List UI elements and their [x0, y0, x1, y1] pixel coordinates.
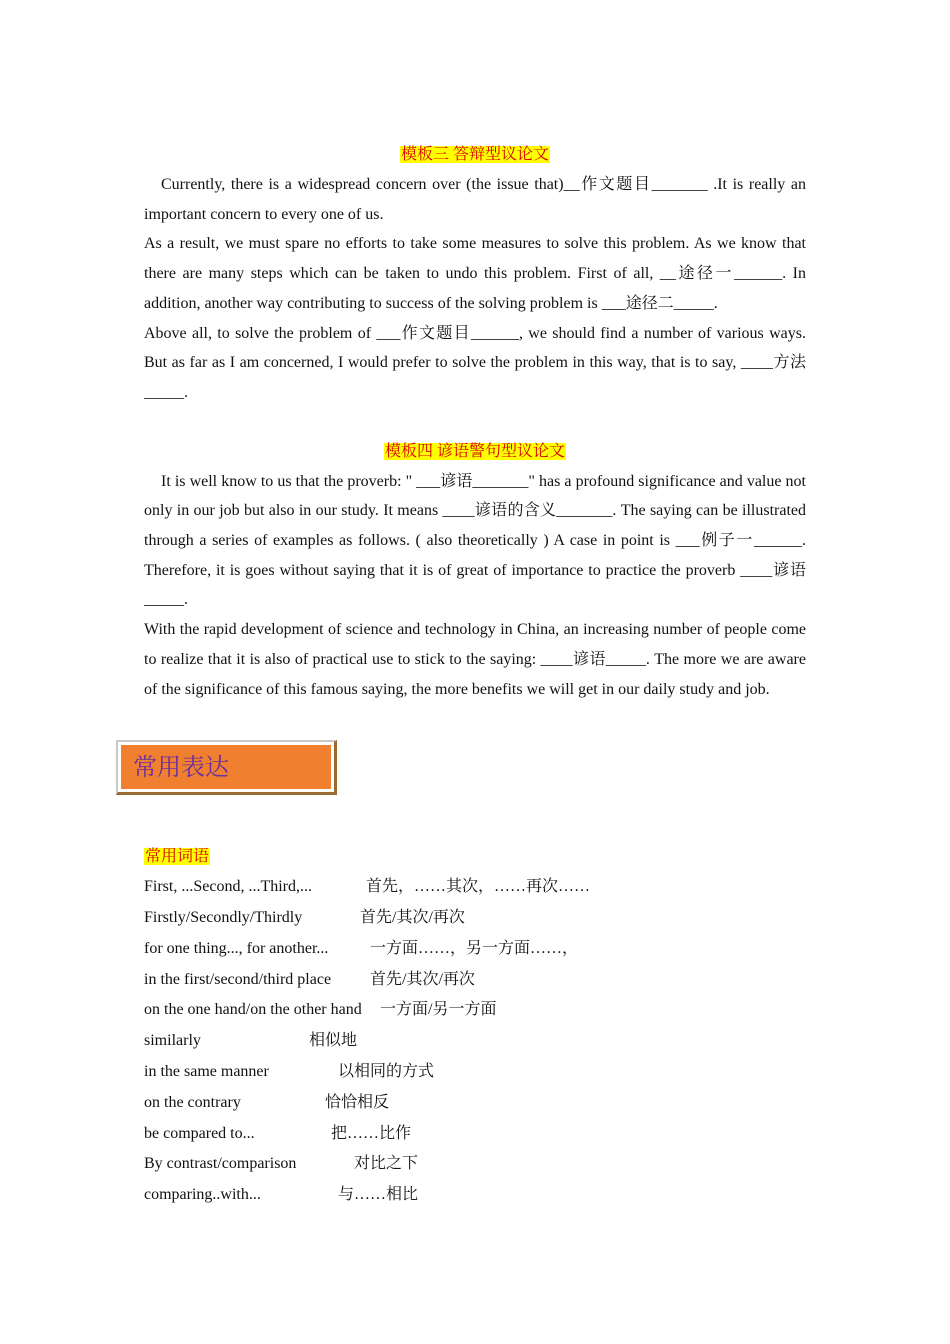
vocab-item [144, 995, 806, 1026]
vocab-meaning: 恰恰相反 [325, 1093, 390, 1111]
template4-heading-row [144, 437, 806, 467]
vocab-term: comparing..with... [144, 1186, 261, 1204]
vocab-item [144, 903, 806, 934]
vocab-meaning: 首先/其次/再次 [370, 970, 475, 988]
template4-heading: 模板四 谚语警句型议论文 [384, 442, 565, 460]
vocab-meaning: 一方面/另一方面 [380, 1001, 497, 1019]
vocab-term: in the same manner [144, 1063, 269, 1081]
vocab-meaning: 把……比作 [331, 1124, 412, 1142]
vocab-term: be compared to... [144, 1124, 255, 1142]
section-banner [116, 740, 337, 795]
vocab-heading-row [144, 842, 806, 872]
vocab-term: for one thing..., for another... [144, 939, 329, 957]
vocab-meaning: 以相同的方式 [338, 1063, 435, 1081]
vocab-item [144, 1026, 806, 1057]
template3-paragraph-2: As a result, we must spare no efforts to take some measures to solve this problem. As we know that there are many steps which can be taken to undo this problem. First of all, __途径一______. In addition, another way contributing to success of the solving problem is ___途径二_____. [144, 235, 806, 312]
vocab-meaning: 首先，……其次，……再次…… [366, 878, 591, 896]
vocab-meaning: 对比之下 [354, 1155, 419, 1173]
vocab-term: in the first/second/third place [144, 970, 332, 988]
vocab-term: First, ...Second, ...Third,... [144, 878, 312, 896]
vocab-item [144, 1180, 806, 1211]
vocab-list [144, 872, 806, 1211]
vocab-term: By contrast/comparison [144, 1155, 297, 1173]
template4-paragraph-2: With the rapid development of science and technology in China, an increasing number of people come to realize that it is also of practical use to stick to the saying: ____谚语_____. The more we are aware of the significance of this famous saying, the more benefits we will get in our daily study and job. [144, 621, 806, 698]
vocab-item [144, 872, 806, 903]
vocab-meaning: 一方面……，另一方面……， [370, 939, 579, 957]
template3-heading: 模板三 答辩型议论文 [400, 146, 549, 163]
vocab-item [144, 1088, 806, 1119]
vocab-term: Firstly/Secondly/Thirdly [144, 909, 303, 927]
vocab-heading: 常用词语 [145, 848, 210, 866]
vocab-term: on the contrary [144, 1093, 241, 1111]
template3-heading-row [144, 140, 806, 170]
template3-paragraph-1: Currently, there is a widespread concern over (the issue that)__作文题目_______ .It is really an important concern to every one of us. [144, 176, 806, 223]
template3-paragraph-3: Above all, to solve the problem of ___作文题目______, we should find a number of various ways. But as far as I am concerned, I would prefer to solve the problem in this way, that is to say, ____方法_____. [144, 324, 806, 401]
vocab-meaning: 首先/其次/再次 [360, 909, 465, 927]
section-banner-title: 常用表达 [121, 745, 331, 789]
vocab-item [144, 1057, 806, 1088]
section-banner-area [133, 704, 806, 842]
vocab-meaning: 与……相比 [338, 1186, 419, 1204]
vocab-item [144, 1149, 806, 1180]
vocab-meaning: 相似地 [309, 1032, 358, 1050]
vocab-item [144, 1119, 806, 1150]
vocab-term: on the one hand/on the other hand [144, 1001, 362, 1019]
vocab-term: similarly [144, 1032, 201, 1050]
document-content [133, 140, 806, 1211]
vocab-item [144, 934, 806, 965]
template4-paragraph-1: It is well know to us that the proverb: " ___谚语_______" has a profound significance and value not only in our job but also in our study. It means ____谚语的含义_______. The saying can be illustrated through a series of examples as follows. ( also theoretically ) A case in point is ___例子一______. Therefore, it is goes without saying that it is of great of importance to practice the proverb ____谚语_____. [144, 472, 806, 609]
vocab-item [144, 965, 806, 996]
